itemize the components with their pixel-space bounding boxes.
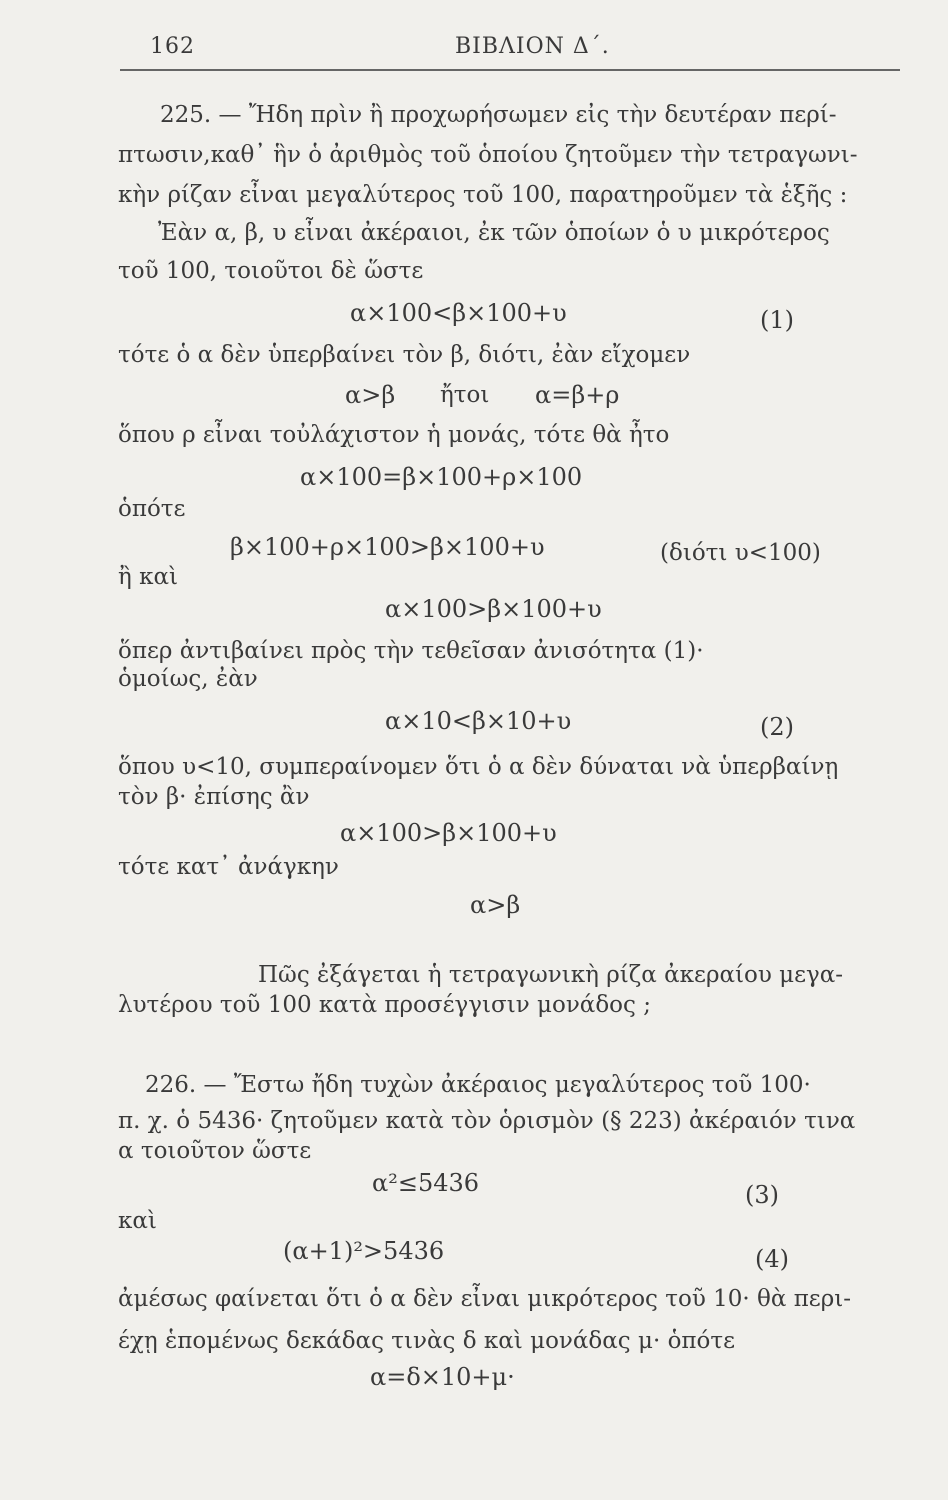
- equation-number: (3): [745, 1181, 779, 1209]
- equation: α×100>β×100+υ: [385, 595, 602, 623]
- page-number: 162: [150, 34, 195, 59]
- equation: α>β: [470, 891, 521, 919]
- equation: α>β: [345, 381, 396, 409]
- equation: β×100+ρ×100>β×100+υ: [230, 533, 545, 561]
- text-line: α τοιοῦτον ὥστε: [118, 1138, 312, 1164]
- text-line: Πῶς ἐξάγεται ἡ τετραγωνικὴ ρίζα ἀκεραίου μεγα-: [258, 962, 844, 988]
- text-line: τὸν β· ἐπίσης ἂν: [118, 784, 310, 810]
- text-line: κὴν ρίζαν εἶναι μεγαλύτερος τοῦ 100, παρατηροῦμεν τὰ ἑξῆς :: [118, 182, 848, 208]
- text-line: λυτέρου τοῦ 100 κατὰ προσέγγισιν μονάδος ;: [118, 992, 651, 1018]
- text-line: έχῃ ἑπομένως δεκάδας τινὰς δ καὶ μονάδας μ· ὁπότε: [118, 1328, 736, 1354]
- text-line: ἢ καὶ: [118, 564, 179, 590]
- equation: α=δ×10+μ·: [370, 1363, 515, 1391]
- equation: α×100=β×100+ρ×100: [300, 463, 583, 491]
- equation: α×100<β×100+υ: [350, 299, 567, 327]
- text-line: καὶ: [118, 1208, 157, 1234]
- text-line: 225. — Ἤδη πρὶν ἢ προχωρήσωμεν εἰς τὴν δευτέραν περί-: [160, 102, 837, 128]
- text-line: ἤτοι: [440, 382, 490, 408]
- equation-number: (2): [760, 713, 794, 741]
- text-line: τότε κατ᾽ ἀνάγκην: [118, 854, 339, 880]
- section-heading-line: 226. — Ἔστω ἤδη τυχὼν ἀκέραιος μεγαλύτερος τοῦ 100·: [145, 1072, 811, 1098]
- text-line: τοῦ 100, τοιοῦτοι δὲ ὥστε: [118, 258, 424, 284]
- text-line: τότε ὁ α δὲν ὑπερβαίνει τὸν β, διότι, ἐὰν εἴχομεν: [118, 342, 691, 368]
- equation-number: (4): [755, 1245, 789, 1273]
- equation: α²≤5436: [372, 1169, 480, 1197]
- text-line: ἀμέσως φαίνεται ὅτι ὁ α δὲν εἶναι μικρότερος τοῦ 10· θὰ περι-: [118, 1286, 852, 1312]
- text-line: ὅπου ρ εἶναι τοὐλάχιστον ἡ μονάς, τότε θὰ ἦτο: [118, 422, 670, 448]
- equation: α×100>β×100+υ: [340, 819, 557, 847]
- text-line: πτωσιν,καθ᾽ ἣν ὁ ἀριθμὸς τοῦ ὁποίου ζητοῦμεν τὴν τετραγωνι-: [118, 142, 858, 168]
- equation: α=β+ρ: [535, 381, 620, 409]
- text-line: (διότι υ<100): [660, 540, 821, 566]
- equation-number: (1): [760, 306, 794, 334]
- equation: (α+1)²>5436: [283, 1237, 445, 1265]
- text-line: ὁπότε: [118, 496, 186, 522]
- text-line: π. χ. ὁ 5436· ζητοῦμεν κατὰ τὸν ὁρισμὸν (§ 223) ἀκέραιόν τινα: [118, 1108, 856, 1134]
- text-line: Ἐὰν α, β, υ εἶναι ἀκέραιοι, ἐκ τῶν ὁποίων ὁ υ μικρότερος: [158, 220, 830, 246]
- text-line: ὅπερ ἀντιβαίνει πρὸς τὴν τεθεῖσαν ἀνισότητα (1)·: [118, 638, 704, 664]
- running-title: ΒΙΒΛΙΟΝ Δ΄.: [455, 34, 610, 59]
- text-line: ὅπου υ<10, συμπεραίνομεν ὅτι ὁ α δὲν δύναται νὰ ὑπερβαίνῃ: [118, 754, 839, 780]
- header-rule: [120, 69, 900, 71]
- text-line: ὁμοίως, ἐὰν: [118, 666, 258, 692]
- equation: α×10<β×10+υ: [385, 707, 572, 735]
